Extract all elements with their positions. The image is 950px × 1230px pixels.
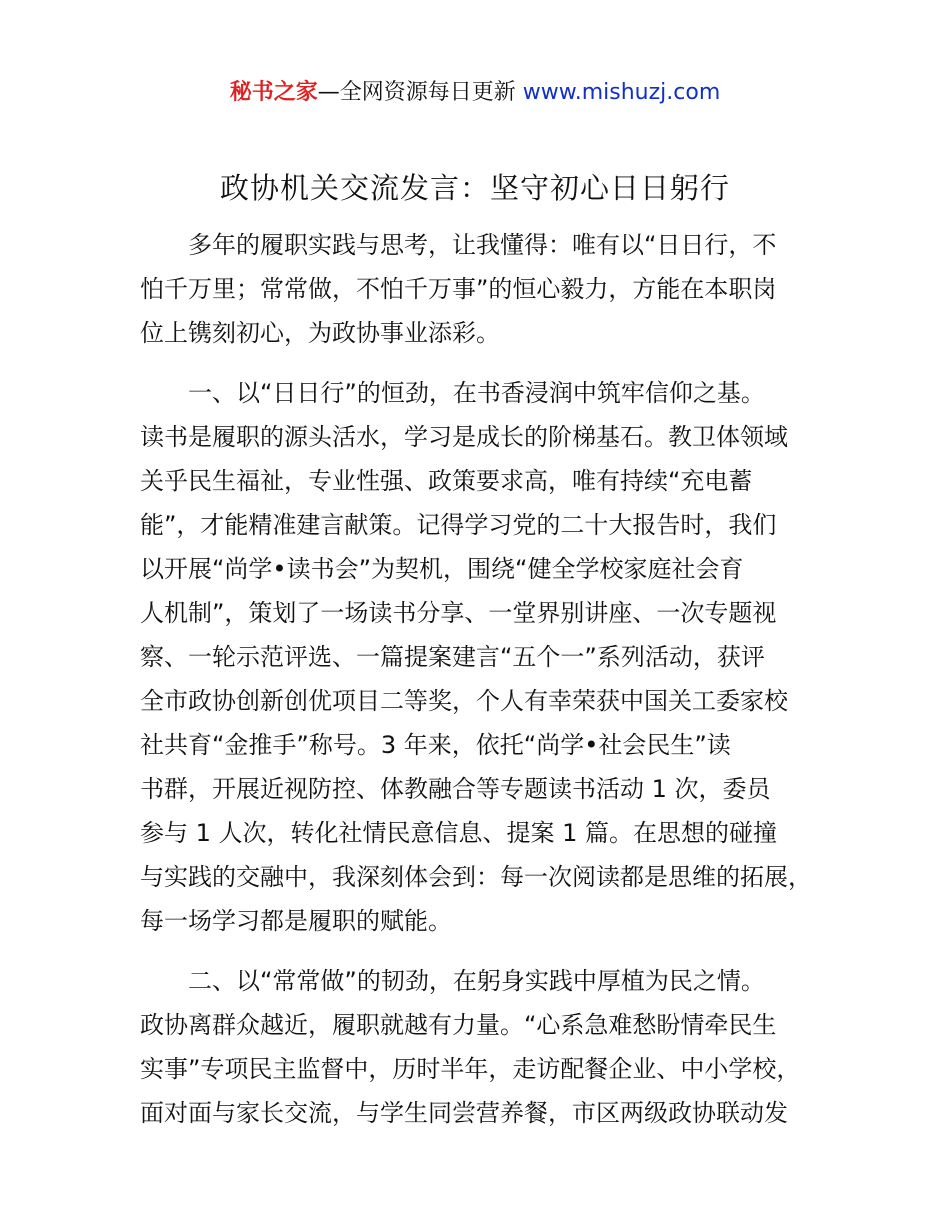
paragraph [140,223,830,355]
document-title: 政协机关交流发言：坚守初心日日躬行 [219,171,730,205]
paragraph-line: 与实践的交融中，我深刻体会到：每一次阅读都是思维的拓展， [140,863,812,891]
site-slogan: —全网资源每日更新 [317,80,516,105]
paragraph-line: 读书是履职的源头活水，学习是成长的阶梯基石。教卫体领域 [140,423,788,451]
paragraph-line: 实事”专项民主监督中，历时半年，走访配餐企业、中小学校， [140,1055,801,1083]
paragraph-line: 怕千万里；常常做，不怕千万事”的恒心毅力，方能在本职岗 [140,275,777,303]
paragraph-line: 以开展“尚学•读书会”为契机，围绕“健全学校家庭社会育 [140,555,744,583]
paragraph [140,959,830,1135]
paragraph-line: 每一场学习都是履职的赋能。 [140,907,452,935]
paragraph-line: 参与 1 人次，转化社情民意信息、提案 1 篇。在思想的碰撞 [140,819,778,847]
paragraph-line: 位上镌刻初心，为政协事业添彩。 [140,319,500,347]
paragraph-line: 一、以“日日行”的恒劲，在书香浸润中筑牢信仰之基。 [188,379,765,407]
paragraph-line: 政协离群众越近，履职就越有力量。“心系急难愁盼情牵民生 [140,1011,777,1039]
paragraph-line: 能”，才能精准建言献策。记得学习党的二十大报告时，我们 [140,511,777,539]
paragraph-line: 察、一轮示范评选、一篇提案建言“五个一”系列活动，获评 [140,643,765,671]
site-header [0,78,950,108]
paragraph-line: 全市政协创新创优项目二等奖，个人有幸荣获中国关工委家校 [140,687,788,715]
paragraph [140,371,830,943]
paragraph-line: 二、以“常常做”的韧劲，在躬身实践中厚植为民之情。 [188,967,765,995]
site-brand: 秘书之家 [229,80,318,105]
paragraph-line: 面对面与家长交流，与学生同尝营养餐，市区两级政协联动发 [140,1099,788,1127]
paragraph-line: 关乎民生福祉，专业性强、政策要求高，唯有持续“充电蓄 [140,467,753,495]
paragraph-line: 书群，开展近视防控、体教融合等专题读书活动 1 次，委员 [140,775,771,803]
site-url-link[interactable]: www.mishuzj.com [522,80,721,105]
document-body [140,223,830,1151]
paragraph-line: 人机制”，策划了一场读书分享、一堂界别讲座、一次专题视 [140,599,777,627]
paragraph-line: 社共育“金推手”称号。3 年来，依托“尚学•社会民生”读 [140,731,731,759]
paragraph-line: 多年的履职实践与思考，让我懂得：唯有以“日日行，不 [188,231,777,259]
